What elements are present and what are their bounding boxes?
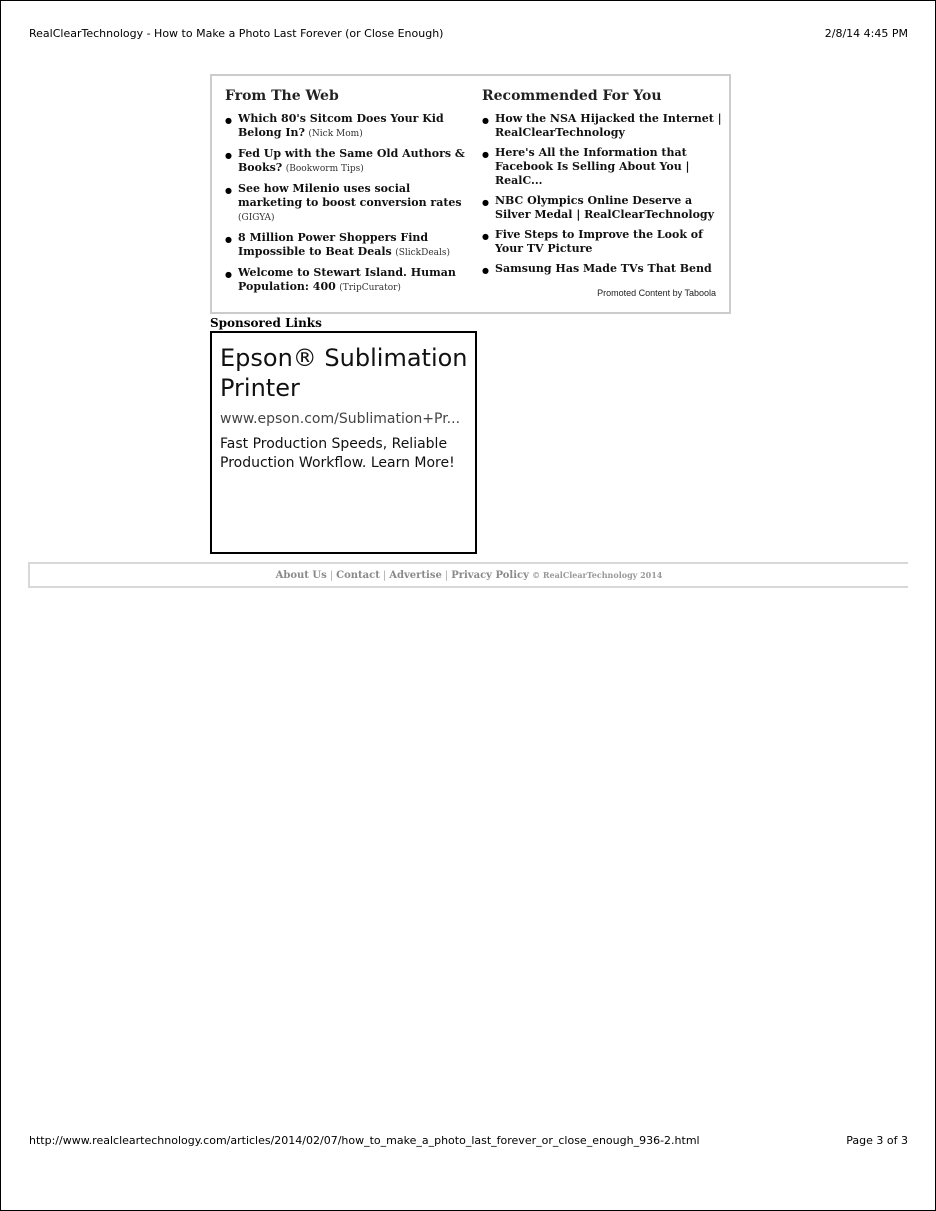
from-web-link-3[interactable]: See how Milenio uses social marketing to boost conversion rates <box>238 182 462 209</box>
from-web-link-5[interactable]: Welcome to Stewart Island. Human Population: 400 <box>238 266 456 293</box>
bullet-icon: ● <box>482 116 489 125</box>
sponsored-links-label: Sponsored Links <box>210 316 322 330</box>
recommended-link-1[interactable]: How the NSA Hijacked the Internet | RealClearTechnology <box>495 112 722 139</box>
from-web-link-4[interactable]: 8 Million Power Shoppers Find Impossible to Beat Deals <box>238 231 429 258</box>
recommended-column <box>482 88 722 282</box>
footer-link-about[interactable]: About Us <box>275 570 327 581</box>
bullet-icon: ● <box>482 266 489 275</box>
recommended-link-4[interactable]: Five Steps to Improve the Look of Your TV Picture <box>495 228 703 255</box>
taboola-widget <box>210 74 731 314</box>
bullet-icon: ● <box>225 116 232 125</box>
source-label: (Nick Mom) <box>308 129 363 139</box>
promoted-content-link[interactable]: Promoted Content by Taboola <box>597 288 716 298</box>
list-item <box>482 262 722 276</box>
source-label: (Bookworm Tips) <box>285 164 364 174</box>
footer-separator: | <box>444 570 449 581</box>
list-item <box>225 266 465 295</box>
source-label: (SlickDeals) <box>395 248 451 258</box>
list-item <box>225 231 465 260</box>
ad-title[interactable]: Epson® Sublimation Printer <box>220 344 468 402</box>
footer-link-advertise[interactable]: Advertise <box>389 570 442 581</box>
bullet-icon: ● <box>225 235 232 244</box>
recommended-link-2[interactable]: Here's All the Information that Facebook Is Selling About You | RealC... <box>495 146 690 187</box>
ad-description: Fast Production Speeds, Reliable Production Workflow. Learn More! <box>220 436 455 471</box>
ad-url[interactable]: www.epson.com/Sublimation+Pr... <box>220 411 461 427</box>
from-web-link-2[interactable]: Fed Up with the Same Old Authors & Books? <box>238 147 465 174</box>
list-item <box>225 147 465 176</box>
copyright-text: © RealClearTechnology 2014 <box>532 570 663 580</box>
print-header-datetime: 2/8/14 4:45 PM <box>824 27 908 40</box>
list-item <box>482 194 722 222</box>
list-item <box>482 146 722 188</box>
bullet-icon: ● <box>482 150 489 159</box>
footer-separator: | <box>382 570 387 581</box>
recommended-link-3[interactable]: NBC Olympics Online Deserve a Silver Medal | RealClearTechnology <box>495 194 715 221</box>
from-the-web-column <box>225 88 465 301</box>
list-item <box>482 228 722 256</box>
list-item <box>225 182 465 225</box>
bullet-icon: ● <box>482 232 489 241</box>
bullet-icon: ● <box>225 270 232 279</box>
from-the-web-heading: From The Web <box>225 88 339 104</box>
bullet-icon: ● <box>225 186 232 195</box>
footer-link-contact[interactable]: Contact <box>336 570 380 581</box>
footer-link-privacy[interactable]: Privacy Policy <box>451 570 529 581</box>
list-item <box>225 112 465 141</box>
bullet-icon: ● <box>482 198 489 207</box>
recommended-heading: Recommended For You <box>482 88 662 104</box>
print-footer-page-number: Page 3 of 3 <box>846 1134 908 1147</box>
recommended-list <box>482 112 722 276</box>
footer-separator: | <box>329 570 334 581</box>
site-footer <box>28 562 908 588</box>
list-item <box>482 112 722 140</box>
print-footer-url: http://www.realcleartechnology.com/articles/2014/02/07/how_to_make_a_photo_last_forever_or_close_enough_936-2.html <box>29 1134 700 1147</box>
source-label: (TripCurator) <box>339 283 401 293</box>
bullet-icon: ● <box>225 151 232 160</box>
sponsored-ad[interactable] <box>210 331 477 554</box>
print-header-title: RealClearTechnology - How to Make a Photo Last Forever (or Close Enough) <box>29 27 444 40</box>
from-web-link-1[interactable]: Which 80's Sitcom Does Your Kid Belong In? <box>238 112 444 139</box>
from-the-web-list <box>225 112 465 295</box>
source-label: (GIGYA) <box>238 213 275 223</box>
recommended-link-5[interactable]: Samsung Has Made TVs That Bend <box>495 262 712 275</box>
